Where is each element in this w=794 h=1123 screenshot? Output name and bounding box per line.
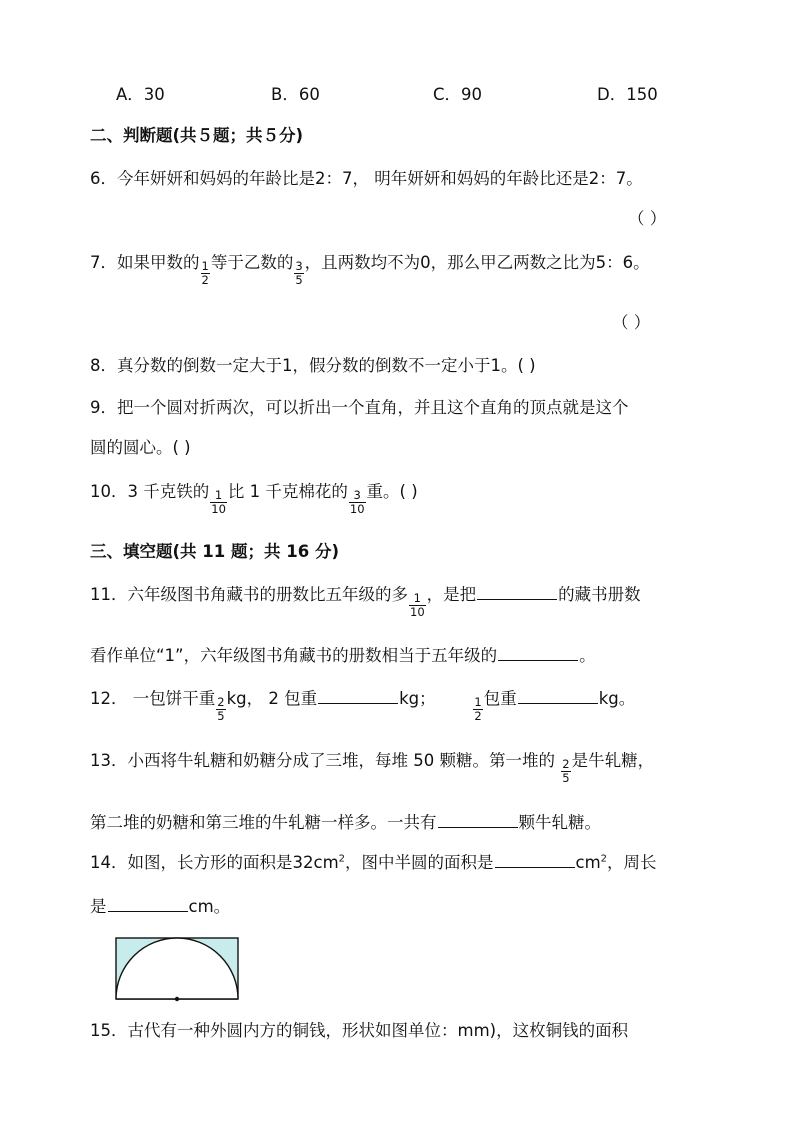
q7-text-2: 等于乙数的 <box>210 253 294 272</box>
fraction-numerator: 1 <box>413 591 421 605</box>
fraction-denominator: 2 <box>474 709 482 723</box>
question-13-line-2 <box>90 812 601 834</box>
fraction <box>409 592 426 619</box>
fraction <box>473 696 482 723</box>
fraction-numerator: 1 <box>474 695 482 709</box>
section-title-fill-in: 三、填空题(共 11 题；共 16 分) <box>90 542 339 561</box>
fraction-denominator: 10 <box>211 502 226 516</box>
q14-text-4: ，周长 <box>607 853 657 872</box>
section-title-judgment: 二、判断题(共５题；共５分) <box>90 126 304 145</box>
option-b: B．60 <box>271 85 320 104</box>
answer-paren-7: （ ） <box>612 313 651 332</box>
q11-text-5: 。 <box>579 646 596 665</box>
q10-text-2: 比 1 千克棉花的 <box>227 482 348 501</box>
fraction-numerator: 3 <box>353 488 361 502</box>
fraction <box>201 260 210 287</box>
fraction-denominator: 5 <box>217 709 225 723</box>
fraction-denominator: 5 <box>562 771 570 785</box>
fraction-denominator: 2 <box>201 273 209 287</box>
answer-blank[interactable] <box>498 646 578 661</box>
q14-text-1: 14．如图，长方形的面积是32cm <box>90 853 339 872</box>
superscript: 2 <box>600 853 608 865</box>
fraction <box>210 489 227 516</box>
q13-text-2: 是牛轧糖， <box>571 751 655 770</box>
q11-text-3: 的藏书册数 <box>558 585 641 604</box>
fraction-numerator: 2 <box>562 757 570 771</box>
q12-text-3: kg； <box>399 689 436 708</box>
option-c: C．90 <box>433 85 483 104</box>
question-14-line-1 <box>90 852 657 874</box>
answer-blank[interactable] <box>518 689 598 704</box>
fraction-denominator: 10 <box>349 502 365 516</box>
q13-text-1: 13．小西将牛轧糖和奶糖分成了三堆，每堆 50 颗糖。第一堆的 <box>90 751 555 770</box>
figure-center-dot <box>175 997 179 1001</box>
q11-text-4: 看作单位“1”，六年级图书角藏书的册数相当于五年级的 <box>90 646 498 665</box>
fraction-numerator: 3 <box>295 259 303 273</box>
q12-text-5: kg。 <box>598 689 636 708</box>
answer-blank[interactable] <box>438 813 518 828</box>
question-13-line-1 <box>90 748 655 785</box>
fraction-denominator: 5 <box>295 273 303 287</box>
question-12 <box>90 686 636 723</box>
q7-text-1: 7．如果甲数的 <box>90 253 200 272</box>
q12-text-1: 12． 一包饼干重 <box>90 689 216 708</box>
fraction-numerator: 1 <box>214 488 223 502</box>
fraction-denominator: 10 <box>410 605 425 619</box>
question-14-line-2 <box>90 896 230 918</box>
q7-text-3: ，且两数均不为0，那么甲乙两数之比为5：6。 <box>304 253 650 272</box>
q13-text-4: 颗牛轧糖。 <box>518 813 601 832</box>
superscript: 2 <box>338 853 346 865</box>
fraction <box>294 260 303 287</box>
answer-blank[interactable] <box>495 853 575 868</box>
fraction <box>216 696 225 723</box>
q14-text-5: 是 <box>90 897 107 916</box>
answer-blank[interactable] <box>318 689 398 704</box>
fraction-numerator: 1 <box>201 259 209 273</box>
question-9-line-1: 9．把一个圆对折两次，可以折出一个直角，并且这个直角的顶点就是这个 <box>90 398 629 417</box>
question-8: 8．真分数的倒数一定大于1，假分数的倒数不一定小于1。( ) <box>90 356 536 375</box>
q14-text-6: cm。 <box>188 897 231 916</box>
q14-text-2: ，图中半圆的面积是 <box>345 853 494 872</box>
question-6: 6．今年妍妍和妈妈的年龄比是2：7， 明年妍妍和妈妈的年龄比还是2：7。 <box>90 169 643 188</box>
question-11-line-2 <box>90 645 596 667</box>
option-a: A．30 <box>116 85 165 104</box>
question-7 <box>90 250 650 287</box>
q11-text-1: 11．六年级图书角藏书的册数比五年级的多 <box>90 585 408 604</box>
option-d: D．150 <box>597 85 658 104</box>
q14-text-3: cm <box>575 853 601 872</box>
q13-text-3: 第二堆的奶糖和第三堆的牛轧糖一样多。一共有 <box>90 813 437 832</box>
rectangle-semicircle-figure <box>114 936 240 1002</box>
q12-text-2: kg， 2 包重 <box>226 689 318 708</box>
question-15: 15．古代有一种外圆内方的铜钱，形状如图单位：mm)，这枚铜钱的面积 <box>90 1021 629 1040</box>
fraction <box>561 758 570 785</box>
q11-text-2: ，是把 <box>426 585 477 604</box>
fraction-numerator: 2 <box>217 695 225 709</box>
answer-blank[interactable] <box>477 585 557 600</box>
answer-paren-6: （ ） <box>628 209 667 228</box>
question-11-line-1 <box>90 582 641 619</box>
question-10 <box>90 479 418 516</box>
q12-text-4: 包重 <box>483 689 517 708</box>
fraction <box>349 489 366 516</box>
q10-text-3: 重。( ) <box>366 482 418 501</box>
q10-text-1: 10．3 千克铁的 <box>90 482 210 501</box>
answer-blank[interactable] <box>108 897 188 912</box>
question-9-line-2: 圆的圆心。( ) <box>90 438 191 457</box>
